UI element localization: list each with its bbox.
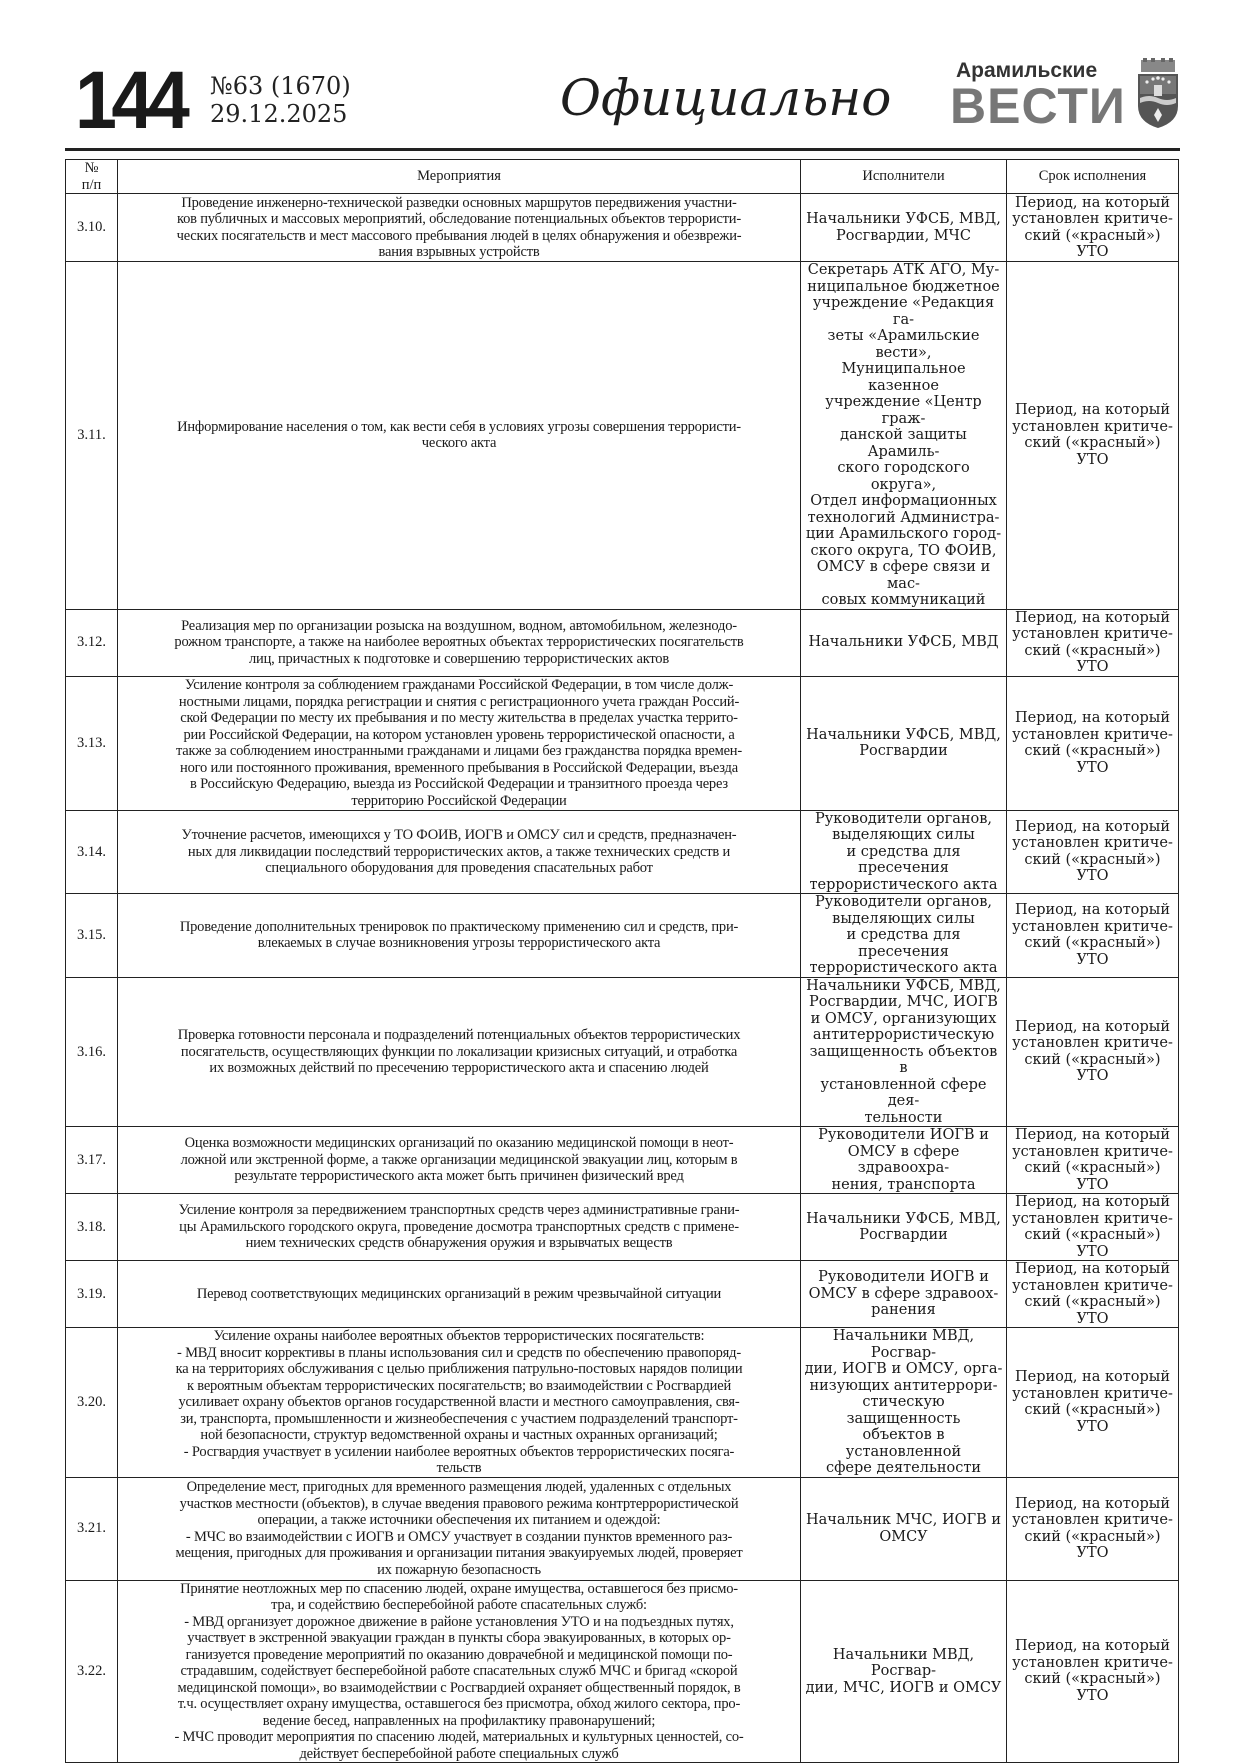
column-header-measures: Мероприятия	[118, 160, 801, 194]
table-row	[66, 194, 1179, 262]
executors-cell-line: Росгвардии, МЧС	[836, 227, 971, 244]
executors-cell-line: совых коммуникаций	[821, 592, 986, 608]
measure-cell-line: Проведение дополнительных тренировок по практическому применению сил и средств, при-	[179, 918, 739, 935]
term-cell-line: Период, на который	[1015, 818, 1170, 835]
executors-cell-line: ранения	[871, 1302, 936, 1319]
term-cell-line: ский («красный») УТО	[1024, 851, 1161, 885]
measure-cell	[118, 1328, 801, 1478]
executors-cell-line: Начальники УФСБ, МВД,	[806, 726, 1001, 743]
term-cell-line: Период, на который	[1015, 902, 1170, 919]
table-row	[66, 810, 1179, 894]
executors-cell-line: Муниципальное казенное	[841, 361, 966, 394]
executors-cell-line: технологий Администра-	[807, 509, 1000, 526]
row-number: 3.13.	[66, 676, 118, 810]
executors-cell-line: террористического акта	[809, 960, 998, 976]
term-cell-line: установлен критиче-	[1012, 1035, 1173, 1052]
executors-cell-line: Руководители органов,	[814, 894, 993, 910]
term-cell-line: Период, на который	[1015, 710, 1170, 726]
executors-cell-line: данской защиты Арамиль-	[840, 427, 967, 460]
measure-cell-line: тельств	[436, 1460, 482, 1476]
measure-cell-line: ных для ликвидации последствий террористических актов, а также технических средств и	[187, 843, 731, 860]
measure-cell-line: Принятие неотложных мер по спасению людей, охране имущества, оставшегося без присмо-	[180, 1580, 738, 1597]
term-cell-line: ский («красный») УТО	[1024, 743, 1161, 776]
measure-cell	[118, 810, 801, 894]
executors-cell-line: сфере деятельности	[825, 1460, 982, 1476]
measure-cell-line: - МЧС проводит мероприятия по спасению людей, материальных и культурных ценностей, со-	[174, 1729, 744, 1745]
term-cell	[1007, 262, 1179, 610]
measure-cell-line: Усиление контроля за соблюдением гражданами Российской Федерации, в том числе долж-	[184, 677, 734, 693]
term-cell-line: ский («красный») УТО	[1024, 227, 1161, 260]
executors-cell-line: и средства для пресечения	[846, 843, 961, 876]
measure-cell-line: участков местности (объектов), в случае введения правового режима контртеррористической	[179, 1495, 739, 1512]
executors-cell-line: Начальники МВД, Росгвар-	[832, 1328, 975, 1361]
measure-cell	[118, 609, 801, 676]
measure-cell-line: специального оборудования для проведения спасательных работ	[265, 860, 653, 876]
executors-cell-line: выделяющих силы	[832, 910, 975, 927]
measure-cell	[118, 1261, 801, 1328]
term-cell-line: установлен критиче-	[1012, 835, 1173, 852]
measure-cell-line: ческого акта	[421, 435, 497, 452]
column-header-executors: Исполнители	[801, 160, 1007, 194]
issue-info	[210, 72, 351, 128]
term-cell-line: установлен критиче-	[1012, 418, 1173, 435]
term-cell	[1007, 1194, 1179, 1261]
executors-cell-line: учреждение «Центр граж-	[825, 394, 982, 427]
term-cell-line: установлен критиче-	[1012, 1654, 1173, 1671]
table-row	[66, 894, 1179, 978]
term-cell-line: установлен критиче-	[1012, 1277, 1173, 1294]
executors-cell	[801, 194, 1007, 262]
term-cell	[1007, 676, 1179, 810]
row-number: 3.15.	[66, 894, 118, 978]
page-number: 144	[75, 55, 185, 146]
measure-cell-line: ложной или экстренной форме, а также организации медицинской эвакуации лиц, которым в	[180, 1151, 738, 1168]
executors-cell-line: и средства для пресечения	[846, 927, 961, 960]
executors-cell-line: ОМСУ в сфере связи и мас-	[816, 559, 991, 592]
executors-cell	[801, 1194, 1007, 1261]
term-cell-line: Период, на который	[1015, 1194, 1170, 1210]
measure-cell	[118, 676, 801, 810]
executors-cell-line: зеты «Арамильские вести»,	[827, 328, 980, 361]
executors-cell-line: ского городского округа»,	[837, 460, 970, 493]
measure-cell-line: ской Федерации по месту их пребывания и по месту жительства в пределах участка террито-	[180, 710, 738, 726]
measure-cell-line: операции, а также источники обеспечения их питанием и одеждой:	[257, 1512, 661, 1528]
term-cell	[1007, 810, 1179, 894]
issue-date: 29.12.2025	[210, 100, 348, 128]
measure-cell-line: тра, и содействию бесперебойной работе спасательных служб:	[271, 1597, 647, 1613]
executors-cell-line: дии, МЧС, ИОГВ и ОМСУ	[805, 1679, 1002, 1696]
executors-cell-line: Начальники УФСБ, МВД,	[806, 211, 1001, 227]
table-row	[66, 609, 1179, 676]
executors-cell	[801, 1328, 1007, 1478]
measure-cell-line: в Российскую Федерацию, выезда из Российской Федерации и транзитного проезда через	[190, 776, 728, 792]
row-number: 3.11.	[66, 262, 118, 610]
measure-cell-line: влекаемых в случае возникновения угрозы террористического акта	[257, 935, 661, 952]
measure-cell-line: Перевод соответствующих медицинских организаций в режим чрезвычайной ситуации	[196, 1285, 722, 1302]
term-cell-line: Период, на который	[1015, 1495, 1170, 1512]
measure-cell-line: ной безопасности, структур ведомственной охраны и частных охранных организаций;	[200, 1427, 718, 1443]
table-row	[66, 1194, 1179, 1261]
page-header	[65, 55, 1185, 150]
executors-cell-line: установленной сфере дея-	[820, 1076, 987, 1109]
term-cell-line: установлен критиче-	[1012, 1143, 1173, 1160]
executors-cell-line: объектов в установленной	[845, 1427, 962, 1460]
executors-cell-line: стическую защищенность	[846, 1394, 961, 1427]
measure-cell-line: лиц, причастных к подготовке и совершению террористических актов	[248, 650, 670, 667]
measure-cell-line: вания взрывных устройств	[378, 244, 540, 260]
measure-cell-line: их возможных действий по пресечению террористического акта и спасению людей	[209, 1060, 709, 1076]
table-row	[66, 1328, 1179, 1478]
term-cell-line: ский («красный») УТО	[1024, 1227, 1161, 1260]
term-cell	[1007, 1580, 1179, 1763]
table-row	[66, 262, 1179, 610]
executors-cell	[801, 894, 1007, 978]
table-row	[66, 977, 1179, 1127]
issue-number: №63 (1670)	[210, 72, 351, 100]
executors-cell-line: Начальники УФСБ, МВД	[808, 634, 999, 651]
executors-cell	[801, 676, 1007, 810]
term-cell-line: ский («красный») УТО	[1024, 1528, 1161, 1561]
row-number: 3.16.	[66, 977, 118, 1127]
term-cell	[1007, 194, 1179, 262]
measure-cell-line: рии Российской Федерации, на котором установлен уровень террористической опасности, а	[183, 726, 735, 743]
term-cell-line: ский («красный») УТО	[1024, 935, 1161, 968]
executors-cell-line: террористического акта	[809, 876, 998, 893]
measure-cell-line: - Росгвардия участвует в усилении наиболее вероятных объектов террористических посяга-	[183, 1443, 735, 1460]
term-cell-line: ский («красный») УТО	[1024, 1051, 1161, 1085]
measure-cell-line: зи, транспорта, промышленности и жизнеобеспечения с участием подразделений транспорт-	[180, 1410, 738, 1427]
city-coat-of-arms-icon	[1135, 58, 1181, 128]
measure-cell-line: к вероятным объектам террористических посягательств; во взаимодействии с Росгвардией	[186, 1377, 732, 1394]
executors-cell-line: Росгвардии	[859, 743, 948, 759]
table-row	[66, 676, 1179, 810]
term-cell	[1007, 609, 1179, 676]
term-cell-line: Период, на который	[1015, 194, 1170, 211]
term-cell-line: установлен критиче-	[1012, 1385, 1173, 1402]
table-row	[66, 1127, 1179, 1194]
executors-cell-line: ОМСУ	[879, 1528, 928, 1545]
executors-cell-line: Отдел информационных	[810, 493, 997, 509]
row-number: 3.22.	[66, 1580, 118, 1763]
executors-cell-line: ции Арамильского город-	[805, 526, 1002, 542]
measure-cell-line: нием технических средств обнаружения оружия и взрывчатых веществ	[245, 1235, 673, 1252]
measure-cell	[118, 262, 801, 610]
measure-cell	[118, 1194, 801, 1261]
term-cell-line: установлен критиче-	[1012, 918, 1173, 935]
measure-cell-line: ков публичных и массовых мероприятий, обследование потенциальных объектов террористи-	[177, 211, 741, 227]
table-row	[66, 1261, 1179, 1328]
term-cell-line: Период, на который	[1015, 402, 1170, 419]
measure-cell-line: т.ч. осуществляет охрану имущества, оставшегося без присмотра, обход жилого сектора, про-	[177, 1696, 741, 1712]
row-number: 3.10.	[66, 194, 118, 262]
executors-cell-line: низующих антитеррори-	[809, 1377, 998, 1394]
section-title: Официально	[560, 69, 892, 127]
term-cell-line: Период, на который	[1015, 1369, 1170, 1386]
measure-cell-line: рожном транспорте, а также на наиболее вероятных объектах террористических посягательств	[174, 634, 744, 651]
row-number: 3.19.	[66, 1261, 118, 1328]
measure-cell-line: Проведение инженерно-технической разведки основных маршрутов передвижения участни-	[181, 194, 737, 211]
term-cell	[1007, 977, 1179, 1127]
measure-cell-line: ка на территориях обслуживания с целью приближения патрульно-постовых нарядов полиции	[175, 1361, 743, 1377]
executors-cell-line: Руководители ИОГВ и	[818, 1269, 989, 1286]
term-cell-line: ский («красный») УТО	[1024, 1294, 1161, 1327]
term-cell-line: установлен критиче-	[1012, 1210, 1173, 1227]
executors-cell-line: ского округа, ТО ФОИВ,	[810, 542, 997, 559]
term-cell	[1007, 1477, 1179, 1580]
term-cell-line: ский («красный») УТО	[1024, 1160, 1161, 1193]
term-cell	[1007, 1127, 1179, 1194]
logo-main-text: ВЕСТИ	[950, 78, 1126, 134]
measure-cell-line: их пожарную безопасность	[377, 1561, 541, 1578]
row-number: 3.18.	[66, 1194, 118, 1261]
executors-cell-line: тельности	[864, 1109, 943, 1126]
row-number: 3.12.	[66, 609, 118, 676]
term-cell-line: установлен критиче-	[1012, 211, 1173, 227]
executors-cell-line: Начальники МВД, Росгвар-	[832, 1646, 975, 1679]
measure-cell-line: также за соблюдением иностранными гражданами и лицами без гражданства порядка времен-	[175, 743, 742, 759]
measure-cell-line: ческих посягательств и мест массового пребывания людей в целях обнаружения и обезврежи-	[176, 227, 742, 244]
measure-cell-line: Реализация мер по организации розыска на воздушном, водном, автомобильном, железнодо-	[181, 617, 737, 634]
row-number: 3.17.	[66, 1127, 118, 1194]
measure-cell-line: ведение бесед, направленных на профилактику правонарушений;	[262, 1712, 656, 1729]
executors-cell	[801, 977, 1007, 1127]
measure-cell-line: ного или постоянного проживания, временного пребывания в Российской Федерации, въезда	[180, 759, 738, 776]
measure-cell-line: усиливает охрану объектов органов государственной власти и местного самоуправления, свя-	[178, 1394, 740, 1410]
measure-cell-line: - МВД организует дорожное движение в районе установления УТО и на подъездных путях,	[184, 1613, 734, 1630]
table-header-row	[66, 160, 1179, 194]
term-cell	[1007, 894, 1179, 978]
executors-cell-line: Начальники УФСБ, МВД,	[806, 1210, 1001, 1227]
measure-cell-line: действует бесперебойной работе специальных служб	[299, 1745, 619, 1762]
executors-cell	[801, 1127, 1007, 1194]
executors-cell	[801, 1477, 1007, 1580]
row-number: 3.20.	[66, 1328, 118, 1478]
executors-cell-line: выделяющих силы	[832, 827, 975, 843]
measure-cell-line: посягательств, осуществляющих функции по локализации кризисных ситуаций, и отработка	[180, 1043, 738, 1060]
measure-cell-line: участвует в экстренной эвакуации граждан в пункты сбора эвакуированных, в которых ор-	[187, 1630, 731, 1646]
term-cell-line: ский («красный») УТО	[1024, 1402, 1161, 1435]
measure-cell-line: результате террористического акта может быть причинен физический вред	[234, 1168, 684, 1185]
term-cell	[1007, 1328, 1179, 1478]
term-cell-line: Период, на который	[1015, 609, 1170, 626]
measure-cell	[118, 1580, 801, 1763]
measure-cell-line: Усиление охраны наиболее вероятных объектов террористических посягательств:	[213, 1328, 705, 1344]
measure-cell	[118, 894, 801, 978]
measure-cell	[118, 977, 801, 1127]
column-header-term: Срок исполнения	[1007, 160, 1179, 194]
measure-cell-line: Оценка возможности медицинских организаций по оказанию медицинской помощи в неот-	[184, 1135, 734, 1152]
measure-cell-line: - МЧС во взаимодействии с ИОГВ и ОМСУ участвует в создании пунктов временного раз-	[185, 1528, 733, 1545]
term-cell-line: Период, на который	[1015, 1127, 1170, 1143]
executors-cell	[801, 1261, 1007, 1328]
executors-cell-line: антитеррористическую	[812, 1027, 995, 1043]
term-cell-line: ский («красный») УТО	[1024, 1671, 1161, 1704]
executors-cell-line: ОМСУ в сфере здравоохра-	[847, 1143, 960, 1176]
logo-top-text: Арамильские	[956, 59, 1098, 82]
executors-cell-line: ОМСУ в сфере здравоох-	[808, 1285, 999, 1302]
measure-cell	[118, 1477, 801, 1580]
term-cell-line: ский («красный») УТО	[1024, 642, 1161, 675]
executors-cell-line: Росгвардии	[859, 1227, 948, 1243]
executors-cell-line: Начальники УФСБ, МВД,	[806, 977, 1001, 994]
executors-cell-line: нения, транспорта	[831, 1176, 976, 1193]
row-number: 3.21.	[66, 1477, 118, 1580]
term-cell-line: установлен критиче-	[1012, 726, 1173, 743]
term-cell	[1007, 1261, 1179, 1328]
executors-cell	[801, 262, 1007, 610]
measure-cell-line: ностными лицами, порядка регистрации и снятия с регистрационного учета граждан Россий-	[178, 693, 740, 710]
term-cell-line: установлен критиче-	[1012, 1512, 1173, 1528]
measure-cell-line: территорию Российской Федерации	[351, 792, 567, 809]
row-number: 3.14.	[66, 810, 118, 894]
header-rule	[65, 148, 1180, 151]
executors-cell-line: Росгвардии, МЧС, ИОГВ	[809, 994, 998, 1010]
measure-cell	[118, 194, 801, 262]
term-cell-line: Период, на который	[1015, 1261, 1170, 1277]
executors-cell	[801, 1580, 1007, 1763]
term-cell-line: Период, на который	[1015, 1638, 1170, 1655]
measure-cell-line: мещения, пригодных для проживания и организации питания эвакуируемых людей, проверяет	[175, 1545, 743, 1561]
executors-cell-line: Начальник МЧС, ИОГВ и	[805, 1512, 1002, 1528]
term-cell-line: ский («красный») УТО	[1024, 435, 1161, 468]
executors-cell-line: ниципальное бюджетное	[807, 278, 1000, 295]
executors-cell-line: учреждение «Редакция га-	[812, 295, 995, 328]
measure-cell-line: ганизуется проведение мероприятий по оказанию доврачебной и медицинской помощи по-	[185, 1646, 733, 1663]
measure-cell-line: цы Арамильского городского округа, проведение досмотра транспортных средств с примене-	[179, 1218, 739, 1235]
executors-cell-line: дии, ИОГВ и ОМСУ, орга-	[804, 1361, 1003, 1377]
measure-cell-line: Информирование населения о том, как вести себя в условиях угрозы совершения террористи-	[177, 418, 741, 435]
executors-cell-line: и ОМСУ, организующих	[810, 1010, 997, 1027]
newspaper-logo	[950, 59, 1130, 134]
measure-cell	[118, 1127, 801, 1194]
executors-cell-line: Руководители органов,	[814, 810, 993, 827]
executors-cell-line: Руководители ИОГВ и	[818, 1127, 989, 1143]
measures-table	[65, 159, 1179, 1763]
term-cell-line: установлен критиче-	[1012, 626, 1173, 642]
table-row	[66, 1477, 1179, 1580]
measure-cell-line: Уточнение расчетов, имеющихся у ТО ФОИВ, ИОГВ и ОМСУ сил и средств, предназначен-	[181, 827, 737, 843]
measure-cell-line: Усиление контроля за передвижением транспортных средств через административные грани-	[178, 1202, 740, 1219]
measure-cell-line: Определение мест, пригодных для временного размещения людей, удаленных с отдельных	[186, 1479, 732, 1495]
executors-cell	[801, 810, 1007, 894]
executors-cell-line: Секретарь АТК АГО, Му-	[807, 262, 1000, 278]
table-row	[66, 1580, 1179, 1763]
column-header-number: № п/п	[66, 160, 118, 194]
measure-cell-line: Проверка готовности персонала и подразделений потенциальных объектов террористических	[177, 1027, 741, 1043]
executors-cell	[801, 609, 1007, 676]
term-cell-line: Период, на который	[1015, 1018, 1170, 1035]
measure-cell-line: медицинской помощи», во взаимодействии с Росгвардией охраняет общественный порядок, в	[177, 1679, 741, 1696]
executors-cell-line: защищенность объектов в	[809, 1043, 998, 1076]
measure-cell-line: - МВД вносит коррективы в планы использования сил и средств по обеспечению правопоряд-	[177, 1344, 741, 1361]
measure-cell-line: страдавшим, содействует бесперебойной работе спасательных служб МЧС и бригад «скорой	[180, 1663, 738, 1679]
